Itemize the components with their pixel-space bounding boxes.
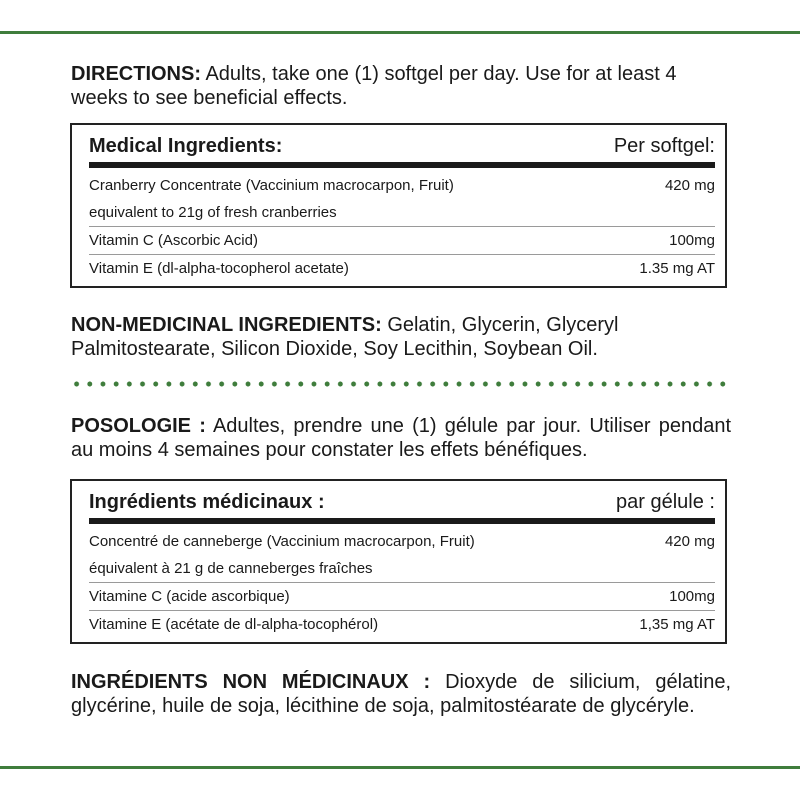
directions-en: [71, 62, 731, 110]
ingredient-amount: 1.35 mg AT: [639, 260, 715, 277]
ingredient-name-line: Cranberry Concentrate (Vaccinium macrocarpon, Fruit): [89, 177, 454, 194]
ingredient-name: [89, 227, 657, 254]
top-green-rule: [0, 31, 800, 34]
ingredient-amount: 420 mg: [664, 533, 715, 550]
panel-header-en: [72, 125, 725, 162]
ingredient-name: [89, 172, 653, 226]
panel-header-en-title: Medical Ingredients:: [89, 135, 283, 157]
non-medicinal-fr-text: Dioxyde de silicium, gélatine, glycérine, huile de soja, lécithine de soja, palmitostéarate de glycéryle.: [71, 671, 731, 717]
dotted-divider: [70, 379, 730, 389]
non-medicinal-en-text: Gelatin, Glycerin, Glyceryl Palmitostearate, Silicon Dioxide, Soy Lecithin, Soybean Oil.: [71, 314, 619, 360]
non-medicinal-en: [71, 313, 731, 361]
ingredient-name: [89, 255, 627, 282]
ingredient-name-line: Vitamin C (Ascorbic Acid): [89, 232, 258, 249]
directions-en-text: Adults, take one (1) softgel per day. Use for at least 4 weeks to see beneficial effects.: [71, 63, 677, 109]
table-row: [89, 583, 715, 611]
panel-header-fr-per: par gélule :: [616, 491, 715, 513]
ingredient-rows-fr: [72, 524, 725, 642]
directions-en-label: DIRECTIONS:: [71, 63, 201, 85]
ingredient-name-line: equivalent to 21g of fresh cranberries: [89, 204, 337, 221]
non-medicinal-fr-label: INGRÉDIENTS NON MÉDICINAUX :: [71, 671, 431, 693]
panel-header-en-per: Per softgel:: [613, 135, 715, 157]
ingredient-name-line: Concentré de canneberge (Vaccinium macrocarpon, Fruit): [89, 533, 475, 550]
ingredient-name: [89, 583, 657, 610]
directions-fr-text: Adultes, prendre une (1) gélule par jour. Utiliser pendant au moins 4 semaines pour constater les effets bénéfiques.: [71, 415, 731, 461]
bottom-green-rule: [0, 766, 800, 769]
ingredient-amount: 1,35 mg AT: [639, 616, 715, 633]
ingredient-amount: 100mg: [669, 588, 715, 605]
table-row: [89, 611, 715, 638]
ingredient-name: [89, 611, 627, 638]
panel-header-fr-title: Ingrédients médicinaux :: [89, 491, 325, 513]
ingredient-name-line: Vitamin E (dl-alpha-tocopherol acetate): [89, 260, 349, 277]
table-row: [89, 227, 715, 255]
ingredient-name: [89, 528, 653, 582]
table-row: [89, 528, 715, 583]
ingredient-amount: 100mg: [669, 232, 715, 249]
medical-ingredients-panel-en: [70, 123, 727, 288]
ingredient-amount: 420 mg: [664, 177, 715, 194]
ingredient-rows-en: [72, 168, 725, 286]
ingredient-name-line: Vitamine C (acide ascorbique): [89, 588, 290, 605]
directions-fr-label: POSOLOGIE :: [71, 415, 206, 437]
ingredient-name-line: Vitamine E (acétate de dl-alpha-tocophérol): [89, 616, 379, 633]
medical-ingredients-panel-fr: [70, 479, 727, 644]
non-medicinal-en-label: NON-MEDICINAL INGREDIENTS:: [71, 314, 382, 336]
non-medicinal-fr: [71, 670, 731, 718]
panel-header-fr: [72, 481, 725, 518]
table-row: [89, 255, 715, 282]
directions-fr: [71, 414, 731, 462]
ingredient-name-line: équivalent à 21 g de canneberges fraîches: [89, 560, 373, 577]
table-row: [89, 172, 715, 227]
